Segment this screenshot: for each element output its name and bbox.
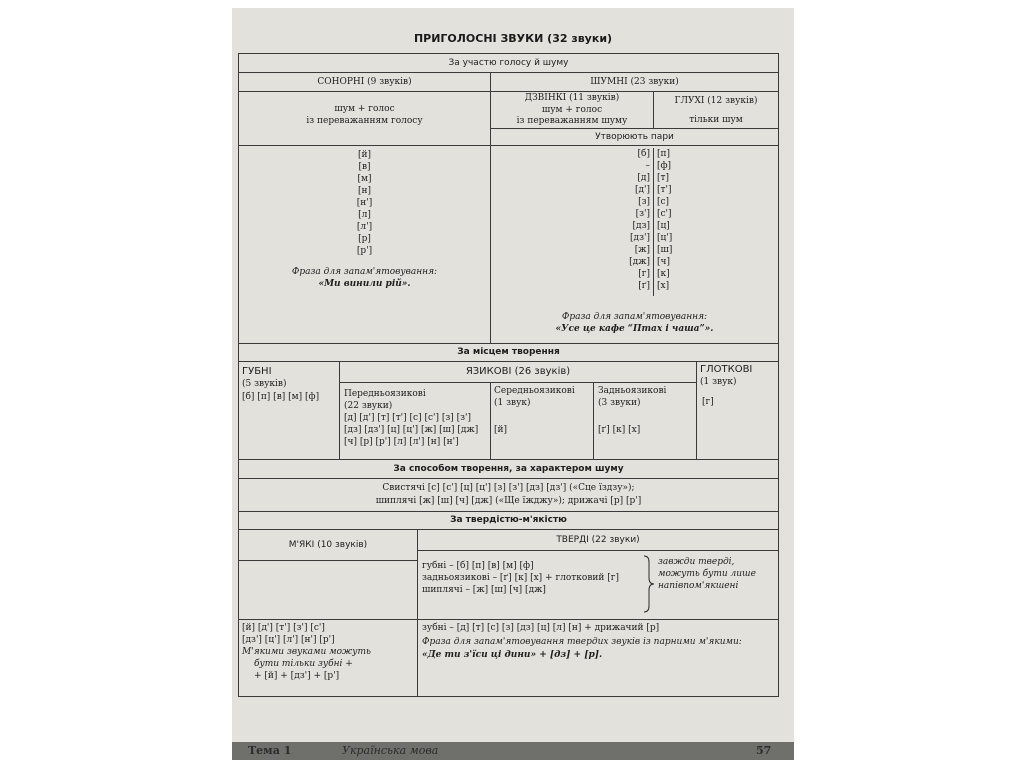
sonorous-phrase: «Ми винили рій». [318,279,411,289]
pair-voiced: [д'] [634,185,650,195]
footer-subject: Українська мова [342,744,439,757]
page-title: ПРИГОЛОСНІ ЗВУКИ (32 звуки) [413,32,613,45]
hard-phrase-label: Фраза для запам'ятовування твердих звуків із парними м'якими: [422,637,742,647]
hard-group-line: задньоязикові – [ґ] [к] [х] + глотковий [г] [422,573,619,583]
sonorous-sounds-list [238,149,491,257]
pair-voiceless: [ф] [657,161,672,171]
front-lingual-line: [д] [д'] [т] [т'] [с] [с'] [з] [з'] [344,413,472,423]
pair-voiced: [б] [637,149,650,159]
soft-title: М'ЯКІ (10 звуків) [288,540,368,550]
back-lingual-count: (3 звуки) [598,398,641,408]
soft-sounds-line: [й] [д'] [т'] [з'] [с'] [242,623,325,633]
noisy-title: ШУМНІ (23 звуки) [590,77,679,87]
pair-voiced: [ж] [634,245,650,255]
labial-count: (5 звуків) [242,379,287,389]
pairs-header: Утворюють пари [595,132,674,142]
voiceless-title: ГЛУХІ (12 звуків) [674,96,758,106]
sonorous-sound: [н] [357,186,372,196]
soft-note-line: + [й] + [дз'] + [р'] [254,671,340,681]
voiced-desc-line-2: із переважанням шуму [516,116,628,126]
hard-dental-line: зубні – [д] [т] [с] [з] [дз] [ц] [л] [н] + дрижачий [р] [422,623,660,633]
pair-voiced: [г] [638,269,650,279]
pair-voiceless: [ч] [657,257,670,267]
hard-group-line: шиплячі – [ж] [ш] [ч] [дж] [422,585,546,595]
lingual-title: ЯЗИКОВІ (26 звуків) [465,366,571,377]
sonorous-title: СОНОРНІ (9 звуків) [317,77,412,87]
hard-title: ТВЕРДІ (22 звуки) [556,535,640,545]
middle-lingual-count: (1 звук) [494,398,531,408]
sonorous-desc-line-1: шум + голос [334,104,395,114]
curly-brace-icon [642,555,656,613]
manner-line-2: шиплячі [ж] [ш] [ч] [дж] («Ще їжджу»); дрижачі [р] [р'] [375,496,642,506]
pairs-voiced-column [612,148,650,292]
pair-voiceless: [ц] [657,221,670,231]
middle-lingual-title: Середньоязикові [494,386,575,396]
pair-voiceless: [с] [657,197,670,207]
pair-voiceless: [ц'] [657,233,673,243]
pair-voiced: – [645,161,650,171]
sonorous-sound: [н'] [356,198,373,208]
soft-blank-cell [238,560,418,620]
footer-page-number: 57 [756,744,772,757]
sonorous-sound: [в] [358,162,371,172]
pair-voiceless: [ш] [657,245,673,255]
pair-voiceless: [х] [657,281,670,291]
middle-lingual-sounds: [й] [494,425,508,435]
voiced-desc-line-1: шум + голос [541,105,603,115]
soft-sounds-line: [дз'] [ц'] [л'] [н'] [р'] [242,635,335,645]
pairs-divider [653,148,654,296]
pair-voiced: [з] [638,197,650,207]
sonorous-sound: [л'] [356,222,373,232]
labial-sounds: [б] [п] [в] [м] [ф] [242,392,320,402]
pair-voiceless: [с'] [657,209,672,219]
glottal-sounds: [г] [702,397,714,407]
pairs-voiceless-column [657,148,697,292]
pair-voiceless: [т'] [657,185,672,195]
hardness-header: За твердістю-м'якістю [450,515,567,525]
place-header: За місцем творення [457,347,560,357]
pair-voiceless: [т] [657,173,670,183]
sonorous-phrase-label: Фраза для запам'ятовування: [291,267,438,277]
voice-header: За участю голосу й шуму [448,58,569,68]
voiceless-desc: тільки шум [689,115,743,125]
document-page [232,8,794,760]
pair-voiced: [д] [637,173,650,183]
sonorous-sound: [й] [357,150,372,160]
labial-title: ГУБНІ [242,366,272,377]
pair-voiced: [дз'] [630,233,650,243]
page-footer [232,742,794,760]
pair-voiced: [ґ] [638,281,650,291]
hard-group-line: губні – [б] [п] [в] [м] [ф] [422,561,534,571]
back-lingual-title: Задньоязикові [598,386,667,396]
always-hard-note-line: напівпом'якшені [658,581,739,591]
front-lingual-title: Передньоязикові [344,389,426,399]
glottal-title: ГЛОТКОВІ [700,364,753,375]
front-lingual-count: (22 звуки) [344,401,393,411]
manner-header: За способом творення, за характером шуму [393,464,624,474]
always-hard-note-line: можуть бути лише [658,569,756,579]
soft-note-line: бути тільки зубні + [254,659,353,669]
back-lingual-sounds: [ґ] [к] [х] [598,425,641,435]
hard-phrase: «Де ти з'їси ці дини» + [дз] + [р]. [422,650,603,660]
soft-note-line: М'якими звуками можуть [242,647,371,657]
pair-voiceless: [п] [657,149,671,159]
front-lingual-line: [дз] [дз'] [ц] [ц'] [ж] [ш] [дж] [344,425,479,435]
pair-voiced: [з'] [635,209,650,219]
sonorous-sound: [р] [358,234,371,244]
glottal-count: (1 звук) [700,377,737,387]
pair-voiced: [дз] [632,221,650,231]
sonorous-sound: [р'] [356,246,373,256]
pair-voiced: [дж] [629,257,650,267]
sonorous-sound: [л] [358,210,371,220]
noisy-phrase-label: Фраза для запам'ятовування: [561,312,708,322]
noisy-phrase: «Усе це кафе “Птах і чаша”». [555,324,714,334]
pair-voiceless: [к] [657,269,670,279]
always-hard-note-line: завжди тверді, [658,557,735,567]
footer-topic: Тема 1 [248,744,292,757]
sonorous-sound: [м] [357,174,372,184]
sonorous-desc-line-2: із переважанням голосу [306,116,423,126]
voiced-title: ДЗВІНКІ (11 звуків) [524,93,620,103]
manner-line-1: Свистячі [с] [с'] [ц] [ц'] [з] [з'] [дз] [дз'] («Сце їздзу»); [382,483,635,493]
front-lingual-line: [ч] [р] [р'] [л] [л'] [н] [н'] [344,437,459,447]
